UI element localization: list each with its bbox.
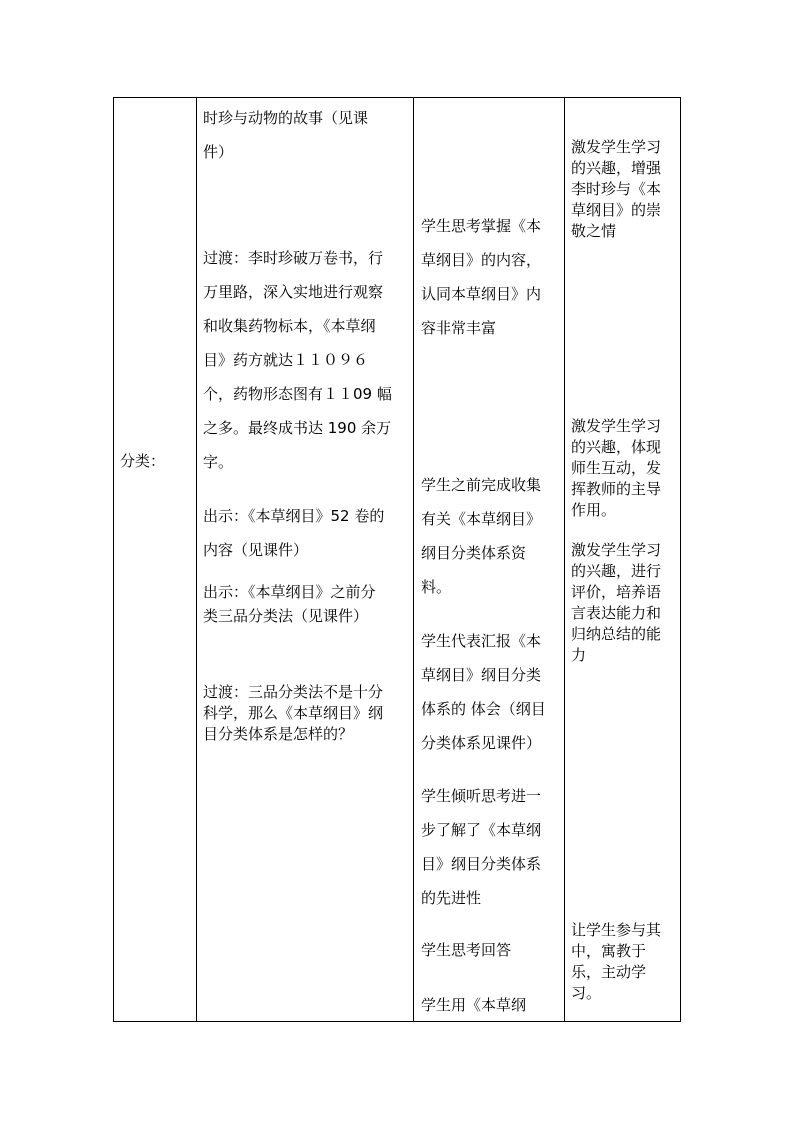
student-activity-line: 学生思考回答 bbox=[421, 941, 512, 959]
transition-text-line: 目分类体系是怎样的？ bbox=[203, 725, 354, 743]
section-label: 分类： bbox=[120, 452, 166, 470]
transition-text-line: 目》药方就达１１０９６ bbox=[203, 351, 369, 369]
student-activity-line: 学生之前完成收集 bbox=[421, 476, 542, 494]
student-activity-line: 的先进性 bbox=[421, 889, 482, 907]
student-activity-line: 认同本草纲目》内 bbox=[421, 285, 542, 303]
column-divider bbox=[564, 98, 565, 1021]
intent-line: 的兴趣，进行 bbox=[571, 562, 662, 580]
intent-line: 乐，主动学 bbox=[571, 963, 647, 981]
transition-text-line: 和收集药物标本，《本草纲 bbox=[203, 317, 376, 335]
transition-text-line: 个，药物形态图有１１09 幅 bbox=[203, 385, 392, 403]
show-text-line: 出示：《本草纲目》之前分 bbox=[203, 583, 376, 601]
intent-line: 习。 bbox=[571, 984, 602, 1002]
student-activity-line: 分类体系见课件） bbox=[421, 734, 542, 752]
intent-line: 敬之情 bbox=[571, 222, 617, 240]
transition-text-line: 之多。最终成书达 190 余万 bbox=[203, 419, 392, 437]
intent-line: 草纲目》的崇 bbox=[571, 201, 662, 219]
transition-text-line: 过渡：三品分类法不是十分 bbox=[203, 683, 384, 701]
student-activity-line: 有关《本草纲目》 bbox=[421, 510, 542, 528]
intent-line: 激发学生学习 bbox=[571, 541, 662, 559]
show-text-line: 内容（见课件） bbox=[203, 541, 309, 559]
story-title-line: 件） bbox=[203, 143, 234, 161]
story-title-line: 时珍与动物的故事（见课 bbox=[203, 109, 369, 127]
transition-text-line: 过渡：李时珍破万卷书，行 bbox=[203, 249, 384, 267]
column-divider bbox=[413, 98, 414, 1021]
transition-text-line: 科学，那么《本草纲目》纲 bbox=[203, 704, 384, 722]
student-activity-line: 学生思考掌握《本 bbox=[421, 217, 542, 235]
student-activity-line: 学生代表汇报《本 bbox=[421, 632, 542, 650]
column-divider bbox=[196, 98, 197, 1021]
transition-text-line: 万里路，深入实地进行观察 bbox=[203, 283, 384, 301]
intent-line: 力 bbox=[571, 646, 587, 664]
student-activity-line: 草纲目》的内容， bbox=[421, 251, 542, 269]
intent-line: 李时珍与《本 bbox=[571, 180, 662, 198]
student-activity-line: 料。 bbox=[421, 578, 452, 596]
intent-line: 挥教师的主导 bbox=[571, 480, 662, 498]
intent-line: 归纳总结的能 bbox=[571, 625, 662, 643]
intent-line: 评价，培养语 bbox=[571, 583, 662, 601]
show-text-line: 类三品分类法（见课件） bbox=[203, 607, 369, 625]
intent-line: 让学生参与其 bbox=[571, 921, 662, 939]
intent-line: 言表达能力和 bbox=[571, 604, 662, 622]
student-activity-line: 草纲目》纲目分类 bbox=[421, 666, 542, 684]
student-activity-line: 目》纲目分类体系 bbox=[421, 855, 542, 873]
student-activity-line: 体系的 体会（纲目 bbox=[421, 700, 546, 718]
intent-line: 的兴趣，增强 bbox=[571, 159, 662, 177]
transition-text-line: 字。 bbox=[203, 453, 234, 471]
intent-line: 激发学生学习 bbox=[571, 138, 662, 156]
show-text-line: 出示：《本草纲目》52 卷的 bbox=[203, 507, 385, 525]
student-activity-line: 学生用《本草纲 bbox=[421, 996, 527, 1014]
student-activity-line: 学生倾听思考进一 bbox=[421, 787, 542, 805]
student-activity-line: 纲目分类体系资 bbox=[421, 544, 527, 562]
student-activity-line: 步了解了《本草纲 bbox=[421, 821, 542, 839]
intent-line: 激发学生学习 bbox=[571, 417, 662, 435]
intent-line: 作用。 bbox=[571, 501, 617, 519]
intent-line: 师生互动，发 bbox=[571, 459, 662, 477]
intent-line: 中，寓教于 bbox=[571, 942, 647, 960]
student-activity-line: 容非常丰富 bbox=[421, 319, 497, 337]
intent-line: 的兴趣，体现 bbox=[571, 438, 662, 456]
